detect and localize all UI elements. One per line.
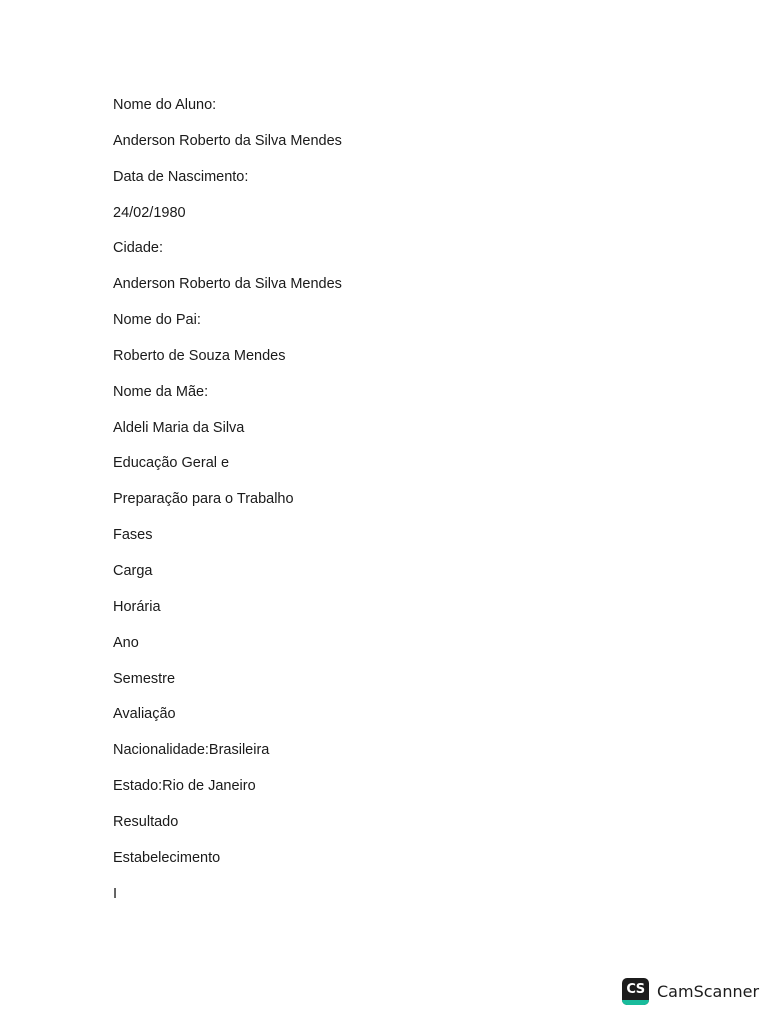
- field-state: Estado:Rio de Janeiro: [113, 778, 256, 795]
- label-year: Ano: [113, 634, 139, 651]
- label-birth-date: Data de Nascimento:: [113, 168, 249, 185]
- label-city: Cidade:: [113, 240, 163, 257]
- camscanner-logo-text: CS: [626, 982, 645, 997]
- heading-general-education: Educação Geral e: [113, 455, 230, 472]
- label-hours: Horária: [113, 598, 161, 615]
- label-phases: Fases: [113, 527, 153, 544]
- label-establishment: Estabelecimento: [113, 849, 221, 866]
- camscanner-watermark: [622, 978, 759, 1005]
- label-evaluation: Avaliação: [113, 706, 176, 723]
- value-birth-date: 24/02/1980: [113, 204, 186, 221]
- value-student-name: Anderson Roberto da Silva Mendes: [113, 132, 342, 149]
- camscanner-logo-accent: [622, 1000, 649, 1005]
- heading-work-preparation: Preparação para o Trabalho: [113, 491, 294, 508]
- label-semester: Semestre: [113, 670, 176, 687]
- label-result: Resultado: [113, 813, 179, 830]
- label-student-name: Nome do Aluno:: [113, 97, 217, 113]
- camscanner-name: CamScanner: [657, 982, 760, 1001]
- label-mother-name: Nome da Mãe:: [113, 383, 209, 400]
- text-cursor-mark: I: [113, 885, 118, 902]
- value-city: Anderson Roberto da Silva Mendes: [113, 276, 342, 293]
- camscanner-logo-icon: [622, 978, 649, 1005]
- document-text: [113, 94, 342, 918]
- value-mother-name: Aldeli Maria da Silva: [113, 419, 245, 436]
- label-load: Carga: [113, 562, 153, 579]
- field-nationality: Nacionalidade:Brasileira: [113, 742, 270, 759]
- value-father-name: Roberto de Souza Mendes: [113, 347, 286, 364]
- label-father-name: Nome do Pai:: [113, 312, 201, 329]
